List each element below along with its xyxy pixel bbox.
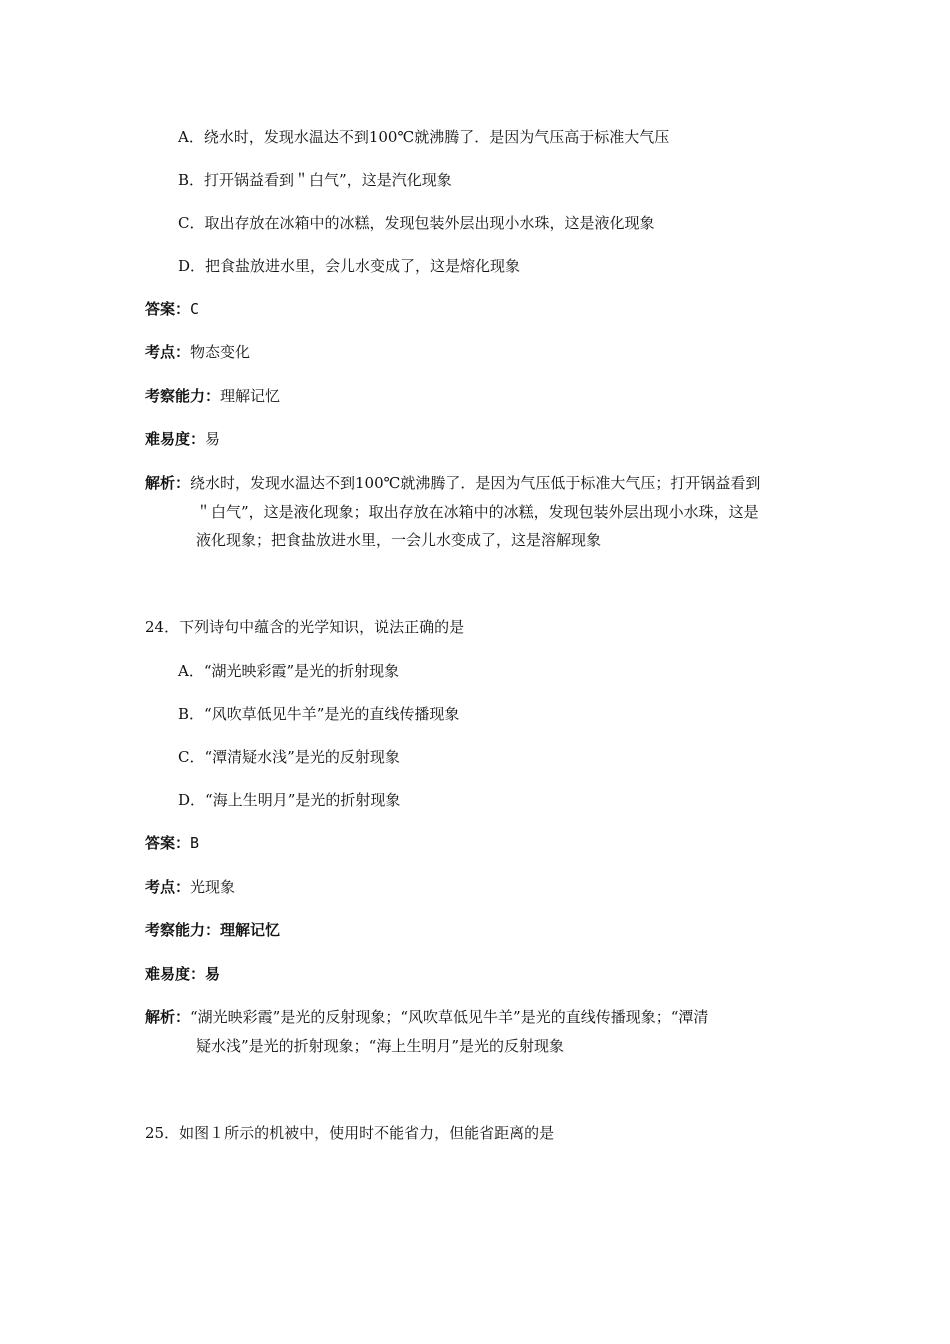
q23-topic (145, 342, 250, 362)
analysis-line-1: 绕水时，发现水温达不到100℃就沸腾了．是因为气压低于标准大气压；打开锅益看到 (190, 474, 761, 492)
q24-answer (145, 833, 199, 853)
analysis-line-1: “湖光映彩霞”是光的反射现象；“风吹草低见牛羊”是光的直线传播现象；“潭清 (190, 1008, 709, 1026)
difficulty-label: 难易度： (145, 430, 206, 448)
difficulty-value: 易 (205, 430, 221, 448)
q24-question: 24．下列诗句中蕴含的光学知识，说法正确的是 (145, 618, 465, 636)
q23-option-c: C．取出存放在冰箱中的冰糕，发现包装外层出现小水珠，这是液化现象 (178, 214, 655, 232)
analysis-line-2: ＂白气”，这是液化现象；取出存放在冰箱中的冰糕，发现包装外层出现小水珠，这是 (196, 503, 759, 521)
ability-label: 考察能力： (145, 921, 221, 939)
difficulty-value: 易 (205, 965, 221, 983)
answer-value: C (190, 300, 200, 318)
analysis-line-2: 疑水浅”是光的折射现象；“海上生明月”是光的反射现象 (196, 1037, 565, 1055)
q23-option-b: B．打开锅益看到＂白气”，这是汽化现象 (178, 171, 452, 189)
answer-label: 答案： (145, 834, 191, 852)
q24-option-c: C．“潭清疑水浅”是光的反射现象 (178, 748, 400, 766)
topic-value: 物态变化 (190, 343, 251, 361)
q24-option-a: A．“湖光映彩霞”是光的折射现象 (178, 662, 400, 680)
topic-label: 考点： (145, 878, 191, 896)
q23-option-a: A．绕水时，发现水温达不到100℃就沸腾了．是因为气压高于标准大气压 (178, 128, 670, 146)
q24-option-d: D．“海上生明月”是光的折射现象 (178, 791, 401, 809)
analysis-line-3: 液化现象；把食盐放进水里，一会儿水变成了，这是溶解现象 (196, 531, 602, 549)
q23-ability (145, 386, 280, 406)
analysis-label: 解析： (145, 1008, 191, 1026)
q23-option-d: D．把食盐放进水里，会儿水变成了，这是熔化现象 (178, 257, 521, 275)
ability-label: 考察能力： (145, 387, 221, 405)
q24-topic (145, 877, 235, 897)
ability-value: 理解记忆 (220, 387, 281, 405)
q25-question: 25．如图１所示的机被中，使用时不能省力，但能省距离的是 (145, 1124, 555, 1142)
q24-difficulty (145, 964, 220, 984)
q24-ability (145, 920, 280, 940)
answer-label: 答案： (145, 300, 191, 318)
difficulty-label: 难易度： (145, 965, 206, 983)
ability-value: 理解记忆 (220, 921, 281, 939)
q23-analysis (145, 473, 760, 493)
q23-difficulty (145, 429, 220, 449)
q24-option-b: B．“风吹草低见牛羊”是光的直线传播现象 (178, 705, 460, 723)
analysis-label: 解析： (145, 474, 191, 492)
topic-value: 光现象 (190, 878, 236, 896)
topic-label: 考点： (145, 343, 191, 361)
q24-analysis (145, 1007, 708, 1027)
q23-answer (145, 299, 199, 319)
answer-value: B (190, 834, 200, 852)
